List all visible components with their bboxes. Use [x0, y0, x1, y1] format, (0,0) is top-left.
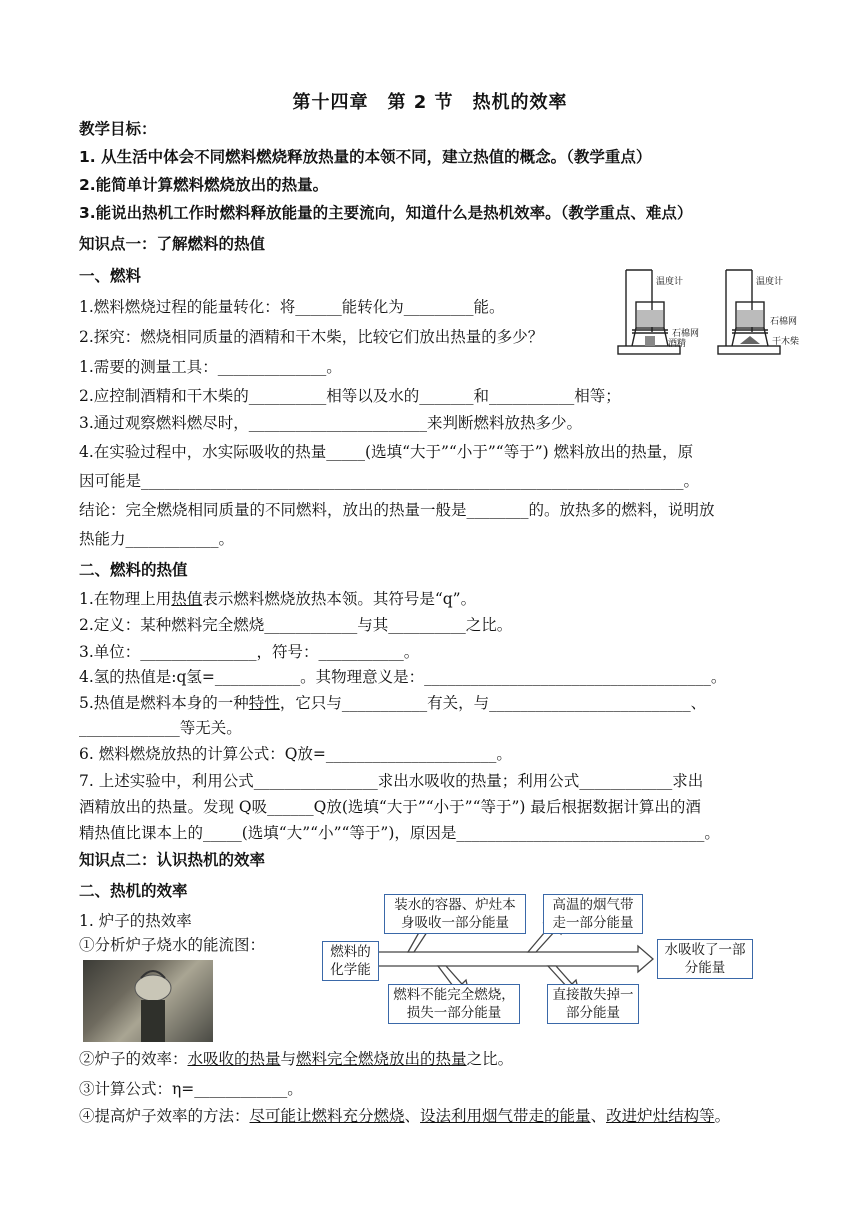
objectives-heading: 教学目标： — [79, 120, 157, 138]
text: ②炉子的效率： — [79, 1050, 188, 1068]
stove-efficiency-definition — [79, 1048, 792, 1070]
heat-value-line-3: 3.单位：_______________，符号：___________。 — [79, 643, 420, 661]
heat-value-line-9: 酒精放出的热量。发现 Q吸______Q放(选填“大于”“小于”“等于”) 最后根据数据计算出的酒 — [79, 798, 701, 816]
alcohol-label: 酒精 — [668, 339, 687, 349]
underlined-term: 改进炉灶结构等 — [606, 1107, 715, 1125]
fuel-line-4: 2.应控制酒精和干木柴的__________相等以及水的_______和___________相等； — [79, 387, 621, 405]
flow-box-water-absorb: 水吸收了一部分能量 — [657, 939, 753, 979]
underlined-term: 特性 — [248, 694, 280, 712]
flow-box-flue-gas: 高温的烟气带走一部分能量 — [543, 894, 643, 934]
fuel-line-5: 3.通过观察燃料燃尽时，_______________________来判断燃料放热多少。 — [79, 414, 583, 432]
fuel-line-3: 1.需要的测量工具：______________。 — [79, 358, 342, 376]
improve-efficiency — [79, 1105, 792, 1127]
section-efficiency-heading: 二、热机的效率 — [79, 882, 188, 900]
apparatus-illustration — [612, 262, 807, 367]
page-title: 第十四章 第 2 节 热机的效率 — [292, 92, 568, 113]
efficiency-formula: ③计算公式：η=____________。 — [79, 1080, 303, 1098]
flow-box-incomplete-combustion: 燃料不能完全燃烧，损失一部分能量 — [388, 984, 520, 1024]
section-heat-value-heading: 二、燃料的热值 — [79, 561, 188, 579]
stove-photo — [83, 960, 213, 1042]
thermometer-label-2: 温度计 — [756, 277, 784, 287]
heat-value-line-4: 4.氢的热值是:q氢=___________。其物理意义是：_____________________________________。 — [79, 668, 727, 686]
fuel-line-7: 因可能是______________________________________________________________________。 — [79, 472, 700, 490]
heat-value-line-5 — [79, 692, 792, 714]
thermometer-label-1: 温度计 — [656, 277, 684, 287]
fuel-line-6: 4.在实验过程中，水实际吸收的热量_____(选填“大于”“小于”“等于”) 燃料放出的热量，原 — [79, 443, 694, 461]
text: 、 — [404, 1107, 421, 1125]
text: 、 — [590, 1107, 607, 1125]
text: 之比。 — [466, 1050, 514, 1068]
text: ④提高炉子效率的方法： — [79, 1107, 250, 1125]
gauze-label-2: 石棉网 — [770, 317, 798, 327]
underlined-term: 水吸收的热量 — [187, 1050, 281, 1068]
flow-source-box: 燃料的化学能 — [322, 941, 379, 981]
text: 与 — [280, 1050, 297, 1068]
objective-3: 3.能说出热机工作时燃料释放能量的主要流向，知道什么是热机效率。（教学重点、难点） — [79, 204, 693, 222]
fuel-line-2: 2.探究：燃烧相同质量的酒精和干木柴，比较它们放出热量的多少？ — [79, 328, 544, 346]
text: 1.在物理上用 — [79, 590, 172, 608]
text: 。 — [714, 1107, 731, 1125]
objective-1: 1. 从生活中体会不同燃料燃烧释放热量的本领不同，建立热值的概念。（教学重点） — [79, 148, 652, 166]
underlined-term: 尽可能让燃料充分燃烧 — [249, 1107, 405, 1125]
energy-flow-intro: ①分析炉子烧水的能流图： — [79, 936, 266, 954]
gauze-label-1: 石棉网 — [672, 329, 700, 339]
section-fuel-heading: 一、燃料 — [79, 267, 142, 285]
stove-efficiency-line: 1. 炉子的热效率 — [79, 912, 192, 930]
wood-label: 干木柴 — [772, 337, 800, 347]
heat-value-line-8: 7. 上述实验中，利用公式________________求出水吸收的热量；利用公式____________求出 — [79, 772, 704, 790]
fuel-conclusion-2: 热能力____________。 — [79, 530, 235, 548]
flow-box-direct-loss: 直接散失掉一部分能量 — [547, 984, 639, 1024]
flow-box-container-absorb: 装水的容器、炉灶本身吸收一部分能量 — [384, 894, 526, 934]
heat-value-line-7: 6. 燃料燃烧放热的计算公式：Q放=______________________。 — [79, 745, 512, 763]
underlined-term: 燃料完全燃烧放出的热量 — [296, 1050, 467, 1068]
heat-value-line-2: 2.定义：某种燃料完全燃烧____________与其__________之比。 — [79, 616, 513, 634]
kp2-heading: 知识点二：认识热机的效率 — [79, 851, 266, 869]
fuel-conclusion-1: 结论：完全燃烧相同质量的不同燃料，放出的热量一般是________的。放热多的燃料，说明放 — [79, 501, 715, 519]
heat-value-line-6: _____________等无关。 — [79, 719, 242, 737]
objective-2: 2.能简单计算燃料燃烧放出的热量。 — [79, 176, 329, 194]
heat-value-line-10: 精热值比课本上的_____(选填“大”“小”“等于”)，原因是________________________________。 — [79, 824, 720, 842]
underlined-term: 热值 — [171, 590, 203, 608]
text: ，它只与___________有关，与__________________________、 — [279, 694, 707, 712]
text: 5.热值是燃料本身的一种 — [79, 694, 249, 712]
heat-value-line-1 — [79, 588, 792, 610]
text: 表示燃料燃烧放热本领。其符号是“q”。 — [202, 590, 477, 608]
kp1-heading: 知识点一：了解燃料的热值 — [79, 235, 266, 253]
fuel-line-1: 1.燃料燃烧过程的能量转化：将______能转化为_________能。 — [79, 298, 505, 316]
underlined-term: 设法利用烟气带走的能量 — [420, 1107, 591, 1125]
